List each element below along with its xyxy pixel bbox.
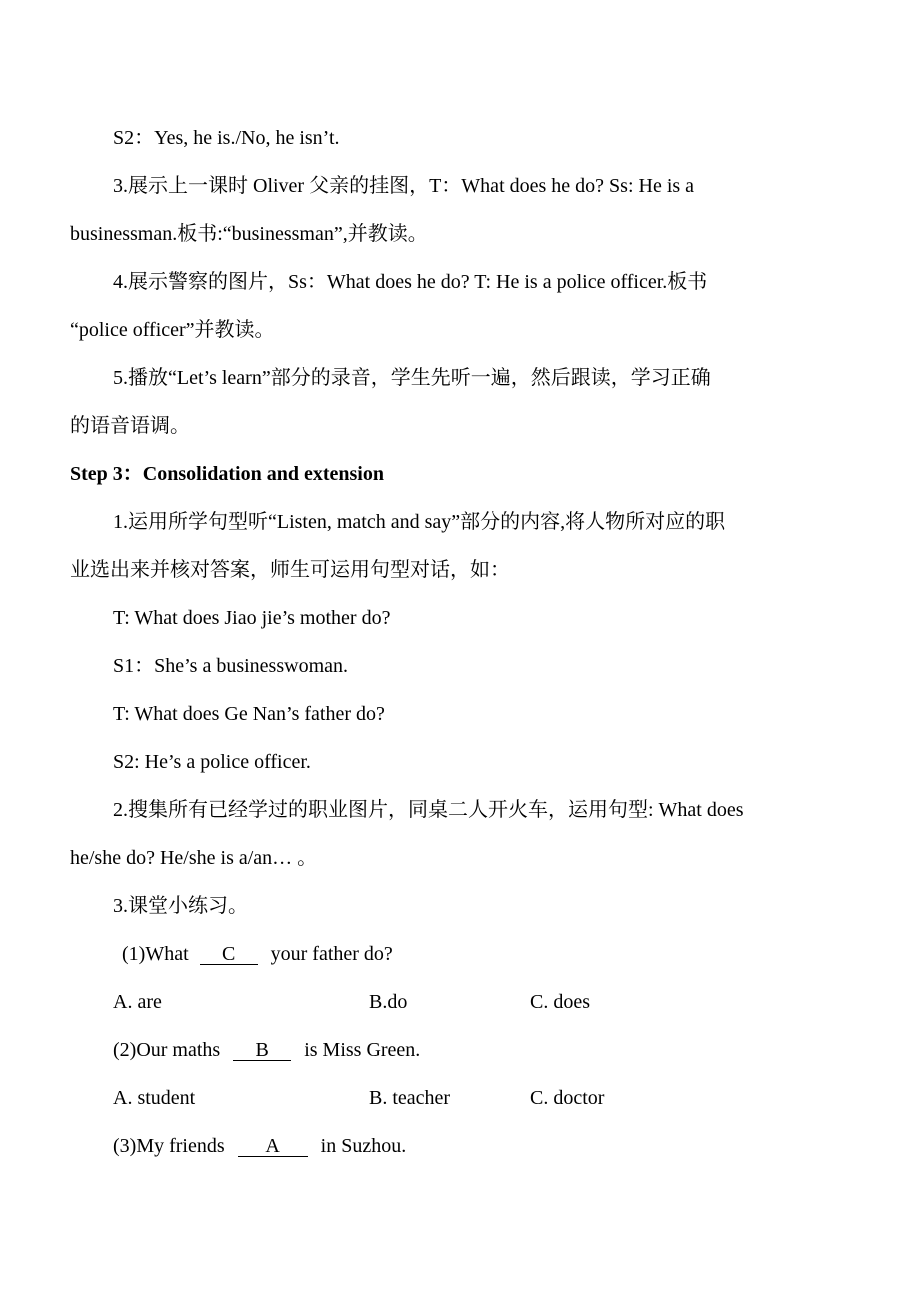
exercise-prefix: (3)My friends [113, 1135, 225, 1157]
paragraph-line: 5.播放“Let’s learn”部分的录音，学生先听一遍，然后跟读，学习正确 [113, 367, 711, 389]
dialogue-line: T: What does Jiao jie’s mother do? [113, 607, 391, 629]
paragraph-line: 业选出来并核对答案，师生可运用句型对话，如： [70, 559, 510, 581]
paragraph-line: he/she do? He/she is a/an… 。 [70, 847, 318, 869]
exercise-suffix: is Miss Green. [304, 1039, 421, 1061]
option-b: B.do [369, 991, 408, 1013]
option-a: A. student [113, 1087, 196, 1109]
paragraph-line: 的语音语调。 [70, 415, 190, 437]
exercise-question-3 [113, 1134, 406, 1158]
paragraph-line: businessman.板书:“businessman”,并教读。 [70, 223, 428, 245]
answer-blank: C [200, 944, 258, 965]
paragraph-line: 1.运用所学句型听“Listen, match and say”部分的内容,将人物所对应的职 [113, 511, 726, 533]
option-c: C. does [530, 991, 590, 1013]
paragraph-line: 3.展示上一课时 Oliver 父亲的挂图，T：What does he do? Ss: He is a [113, 175, 695, 197]
paragraph-line: “police officer”并教读。 [70, 319, 275, 341]
step3-heading: Step 3：Consolidation and extension [70, 463, 384, 485]
exercise-suffix: in Suzhou. [320, 1135, 407, 1157]
dialogue-line: S2: He’s a police officer. [113, 751, 311, 773]
option-a: A. are [113, 991, 162, 1013]
answer-blank: A [238, 1136, 308, 1157]
paragraph-line: 4.展示警察的图片，Ss：What does he do? T: He is a police officer.板书 [113, 271, 708, 293]
option-c: C. doctor [530, 1087, 605, 1109]
paragraph-line: 3.课堂小练习。 [113, 895, 248, 917]
exercise-suffix: your father do? [270, 943, 393, 965]
exercise-prefix: (1)What [122, 943, 189, 965]
answer-blank: B [233, 1040, 291, 1061]
exercise-question-2 [113, 1038, 420, 1062]
dialogue-line: S1：She’s a businesswoman. [113, 655, 348, 677]
exercise-question-1 [122, 942, 393, 966]
dialogue-line: T: What does Ge Nan’s father do? [113, 703, 385, 725]
option-b: B. teacher [369, 1087, 451, 1109]
dialogue-line-s2-answer: S2：Yes, he is./No, he isn’t. [113, 127, 340, 149]
exercise-prefix: (2)Our maths [113, 1039, 221, 1061]
paragraph-line: 2.搜集所有已经学过的职业图片，同桌二人开火车，运用句型: What does [113, 799, 744, 821]
